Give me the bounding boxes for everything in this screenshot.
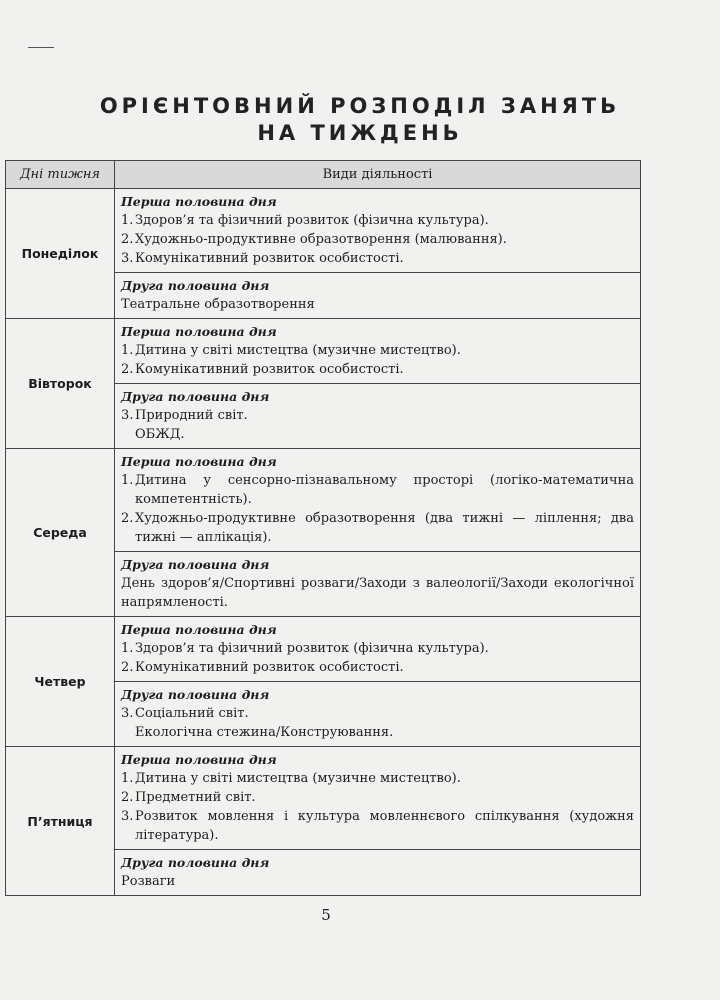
weekly-schedule-table xyxy=(5,160,641,896)
wednesday-second-half xyxy=(115,552,641,617)
list-item: 3. Соціальний світ. xyxy=(121,706,249,721)
first-half-label: Перша половина дня xyxy=(121,324,277,339)
list-item: 1. Здоров’я та фізичний розвиток (фізична культура). xyxy=(121,641,489,656)
tuesday-second-half xyxy=(115,384,641,449)
activity-text: День здоров’я/Спортивні розваги/Заходи з валеології/Заходи екологічної напрямленості. xyxy=(121,576,634,610)
list-item: 2. Комунікативний розвиток особистості. xyxy=(121,660,404,675)
first-half-label: Перша половина дня xyxy=(121,622,277,637)
table-row-monday-first xyxy=(6,189,641,273)
thursday-second-half xyxy=(115,682,641,747)
header-days: Дні тижня xyxy=(6,161,115,189)
friday-first-half xyxy=(115,747,641,850)
second-half-label: Друга половина дня xyxy=(121,557,270,572)
table-row-tuesday-first xyxy=(6,319,641,384)
page-number: 5 xyxy=(321,906,331,924)
wednesday-first-half xyxy=(115,449,641,552)
day-cell-friday: П’ятниця xyxy=(6,747,115,896)
day-cell-monday: Понеділок xyxy=(6,189,115,319)
friday-second-half xyxy=(115,850,641,896)
second-half-label: Друга половина дня xyxy=(121,389,270,404)
first-half-label: Перша половина дня xyxy=(121,454,277,469)
top-dash xyxy=(28,47,54,48)
thursday-first-half xyxy=(115,617,641,682)
list-item: 1. Здоров’я та фізичний розвиток (фізична культура). xyxy=(121,213,489,228)
second-half-label: Друга половина дня xyxy=(121,687,270,702)
list-item: 1. Дитина у світі мистецтва (музичне мистецтво). xyxy=(121,343,461,358)
monday-second-half xyxy=(115,273,641,319)
day-cell-tuesday: Вівторок xyxy=(6,319,115,449)
list-item: 3. Комунікативний розвиток особистості. xyxy=(121,251,404,266)
first-half-label: Перша половина дня xyxy=(121,194,277,209)
activity-text: Розваги xyxy=(121,874,176,889)
tuesday-first-half xyxy=(115,319,641,384)
page-title-line1: ОРІЄНТОВНИЙ РОЗПОДІЛ ЗАНЯТЬ xyxy=(99,94,621,118)
table-header-row xyxy=(6,161,641,189)
list-item: 2. Художньо-продуктивне образотворення (малювання). xyxy=(121,232,507,247)
list-item: 1. Дитина у сенсорно-пізнавальному просторі (логіко-математична компетентність). xyxy=(121,473,634,507)
page-title-line2: НА ТИЖДЕНЬ xyxy=(257,121,463,145)
table-row-thursday-first xyxy=(6,617,641,682)
list-item: 3. Природний світ. xyxy=(121,408,248,423)
list-item: 2. Предметний світ. xyxy=(121,790,256,805)
activity-text: Театральне образотворення xyxy=(121,297,315,312)
list-item: 3. Розвиток мовлення і культура мовленнєвого спілкування (художня література). xyxy=(121,809,634,843)
table-row-friday-first xyxy=(6,747,641,850)
first-half-label: Перша половина дня xyxy=(121,752,277,767)
day-cell-wednesday: Середа xyxy=(6,449,115,617)
second-half-label: Друга половина дня xyxy=(121,855,270,870)
table-row-wednesday-first xyxy=(6,449,641,552)
list-item: 2. Художньо-продуктивне образотворення (два тижні — ліплення; два тижні — аплікація). xyxy=(121,511,634,545)
second-half-label: Друга половина дня xyxy=(121,278,270,293)
day-cell-thursday: Четвер xyxy=(6,617,115,747)
monday-first-half xyxy=(115,189,641,273)
header-activities: Види діяльності xyxy=(115,161,641,189)
activity-continuation: ОБЖД. xyxy=(135,427,185,442)
list-item: 1. Дитина у світі мистецтва (музичне мистецтво). xyxy=(121,771,461,786)
activity-continuation: Екологічна стежина/Конструювання. xyxy=(135,725,394,740)
list-item: 2. Комунікативний розвиток особистості. xyxy=(121,362,404,377)
